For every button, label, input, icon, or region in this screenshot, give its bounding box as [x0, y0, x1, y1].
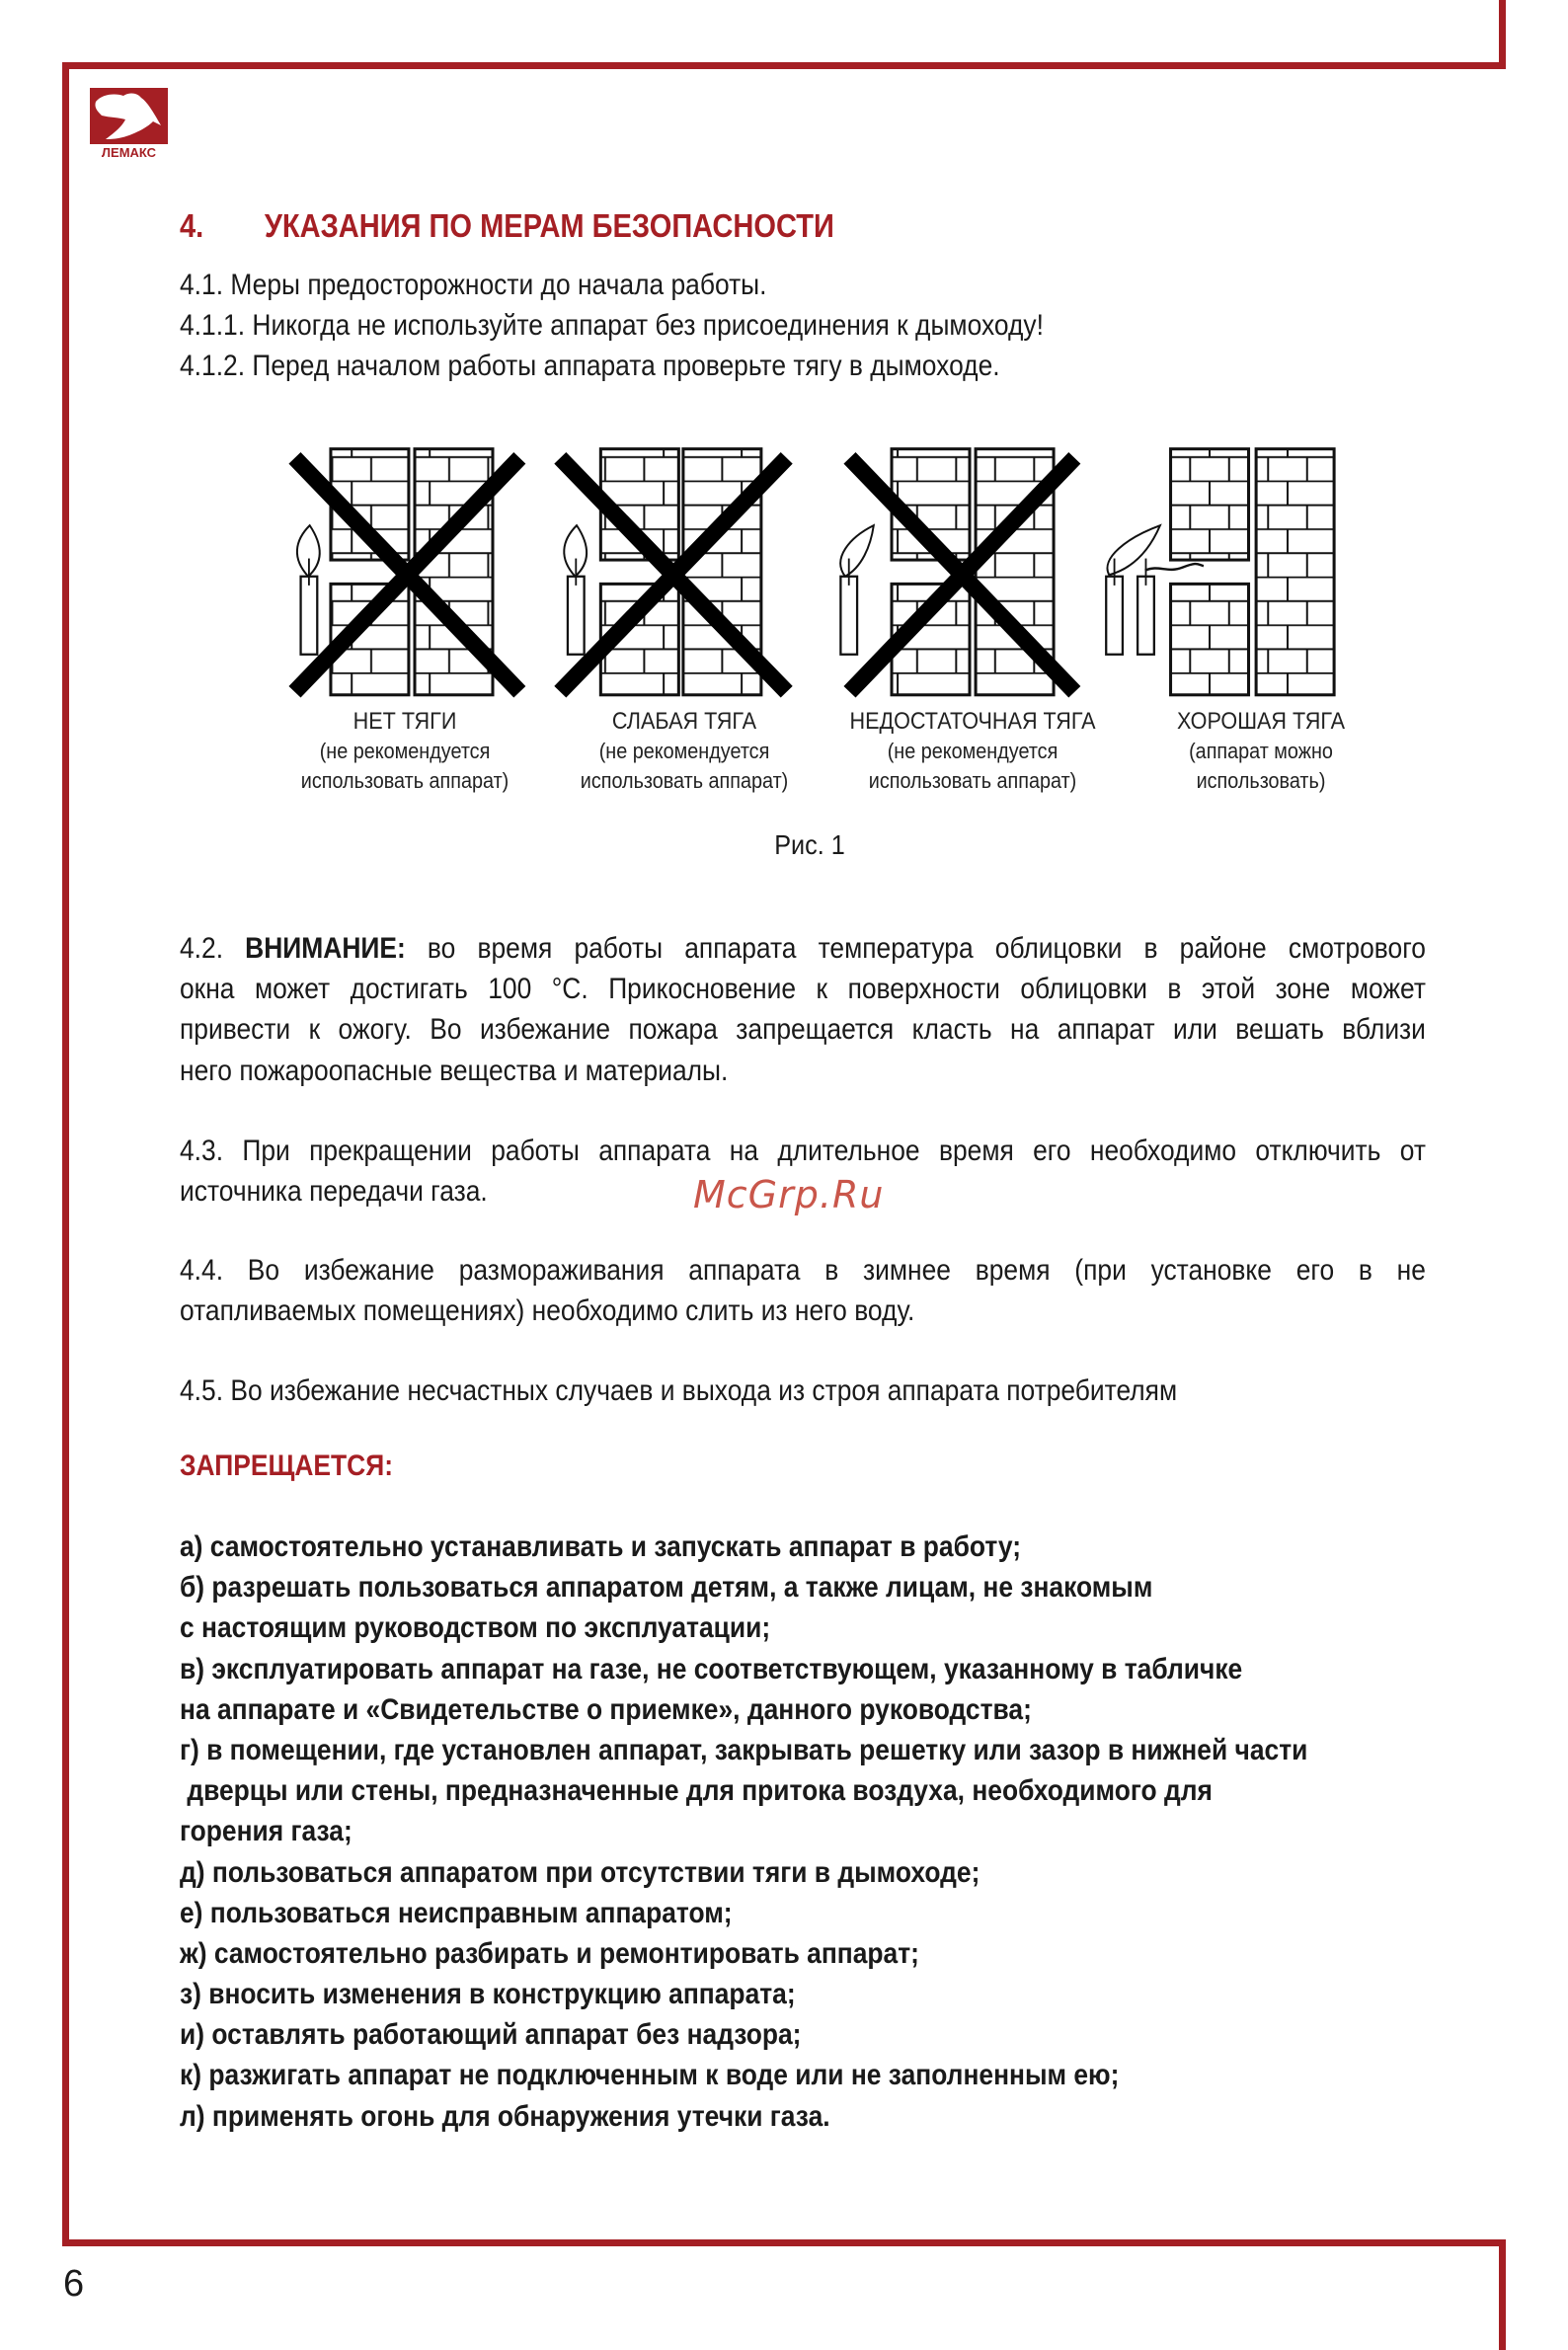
- text-line: 4.1. Меры предосторожности до начала работы.: [180, 269, 767, 301]
- section-number: 4.: [180, 207, 204, 244]
- text-line: 4.3. При прекращении работы аппарата на длительное время его необходимо отключить от: [180, 1135, 1426, 1167]
- text-line: 4.4. Во избежание размораживания аппарата в зимнее время (при установке его в не: [180, 1254, 1426, 1287]
- frame-right-bottom: [1499, 2239, 1506, 2350]
- text-line: 4.1.2. Перед началом работы аппарата проверьте тягу в дымоходе.: [180, 350, 1000, 383]
- list-item-line: на аппарате и «Свидетельстве о приемке», данного руководства;: [180, 1692, 1032, 1726]
- frame-right-top: [1499, 0, 1506, 69]
- candle-icon: [301, 577, 318, 655]
- candle-icon: [840, 577, 857, 655]
- list-item-line: а) самостоятельно устанавливать и запускать аппарат в работу;: [180, 1530, 1022, 1563]
- list-item-line: л) применять огонь для обнаружения утечки газа.: [180, 2099, 830, 2133]
- text-line: привести к ожогу. Во избежание пожара запрещается класть на аппарат или вешать вблизи: [180, 1013, 1426, 1047]
- chimney-bricks: [1256, 449, 1334, 695]
- logo: [90, 88, 168, 164]
- frame-left: [62, 62, 69, 2246]
- candle-icon: [1106, 577, 1123, 655]
- text-line: окна может достигать 100 °С. Прикосновение к поверхности облицовки в этой зоне может: [180, 973, 1426, 1006]
- list-item-line: в) эксплуатировать аппарат на газе, не соответствующем, указанному в табличке: [180, 1652, 1243, 1685]
- lion-logo-icon: [90, 88, 168, 159]
- forbidden-title: ЗАПРЕЩАЕТСЯ:: [180, 1449, 393, 1482]
- section-4-1: [180, 265, 1426, 387]
- list-item-line: б) разрешать пользоваться аппаратом детям, а также лицам, не знакомым: [180, 1571, 1153, 1605]
- panel-label: НЕТ ТЯГИ (не рекомендуется использовать аппарат): [300, 708, 510, 793]
- section-4-2: [180, 928, 1426, 1091]
- text-line: 4.2. ВНИМАНИЕ: во время работы аппарата температура облицовки в районе смотрового: [180, 932, 1426, 965]
- list-item-line: е) пользоваться неисправным аппаратом;: [180, 1896, 733, 1929]
- page-number: 6: [63, 2263, 85, 2305]
- frame-top: [62, 62, 1506, 69]
- chimney-bricks: [1171, 449, 1249, 560]
- list-item-line: ж) самостоятельно разбирать и ремонтировать аппарат;: [180, 1936, 919, 1970]
- panel-label: ХОРОШАЯ ТЯГА (аппарат можно использовать): [1176, 708, 1346, 793]
- list-item-line: и) оставлять работающий аппарат без надзора;: [180, 2018, 802, 2052]
- figure-caption: Рис. 1: [774, 829, 845, 860]
- section-4-4: [180, 1250, 1426, 1331]
- list-item-line: горения газа;: [180, 1815, 353, 1848]
- list-item-line: з) вносить изменения в конструкцию аппарата;: [180, 1978, 796, 2011]
- panel-label: НЕДОСТАТОЧНАЯ ТЯГА (не рекомендуется использовать аппарат): [849, 708, 1096, 793]
- text-line: 4.5. Во избежание несчастных случаев и выхода из строя аппарата потребителям: [180, 1374, 1178, 1407]
- text-line: 4.1.1. Никогда не используйте аппарат без присоединения к дымоходу!: [180, 309, 1044, 343]
- draft-figure: [271, 435, 1351, 713]
- warning-label: ВНИМАНИЕ:: [245, 932, 406, 965]
- section-4-5: [180, 1371, 1426, 1411]
- text-line: него пожароопасные вещества и материалы.: [180, 1054, 729, 1087]
- chimney-bricks: [1171, 584, 1249, 694]
- forbidden-list: [180, 1527, 1426, 2137]
- list-item-line: дверцы или стены, предназначенные для притока воздуха, необходимого для: [180, 1774, 1213, 1808]
- section-heading: [180, 207, 834, 245]
- text-line: отапливаемых помещениях) необходимо слить из него воду.: [180, 1294, 915, 1328]
- frame-bottom: [62, 2239, 1506, 2246]
- candle-icon: [568, 577, 585, 655]
- panel-label: СЛАБАЯ ТЯГА (не рекомендуется использовать аппарат): [580, 708, 789, 793]
- list-item-line: к) разжигать аппарат не подключенным к воде или не заполненным ею;: [180, 2059, 1120, 2092]
- svg-text:ЛЕМАКС: ЛЕМАКС: [101, 145, 157, 159]
- flame-icon: [840, 525, 874, 577]
- smoke-line: [1145, 564, 1204, 571]
- candle-icon: [1137, 577, 1154, 655]
- watermark: McGrp.Ru: [693, 1173, 885, 1216]
- section-title: УКАЗАНИЯ ПО МЕРАМ БЕЗОПАСНОСТИ: [264, 207, 834, 244]
- list-item-line: г) в помещении, где установлен аппарат, закрывать решетку или зазор в нижней части: [180, 1733, 1308, 1766]
- list-item-line: д) пользоваться аппаратом при отсутствии тяги в дымоходе;: [180, 1855, 980, 1889]
- list-item-line: с настоящим руководством по эксплуатации;: [180, 1611, 771, 1645]
- text-line: источника передачи газа.: [180, 1175, 488, 1209]
